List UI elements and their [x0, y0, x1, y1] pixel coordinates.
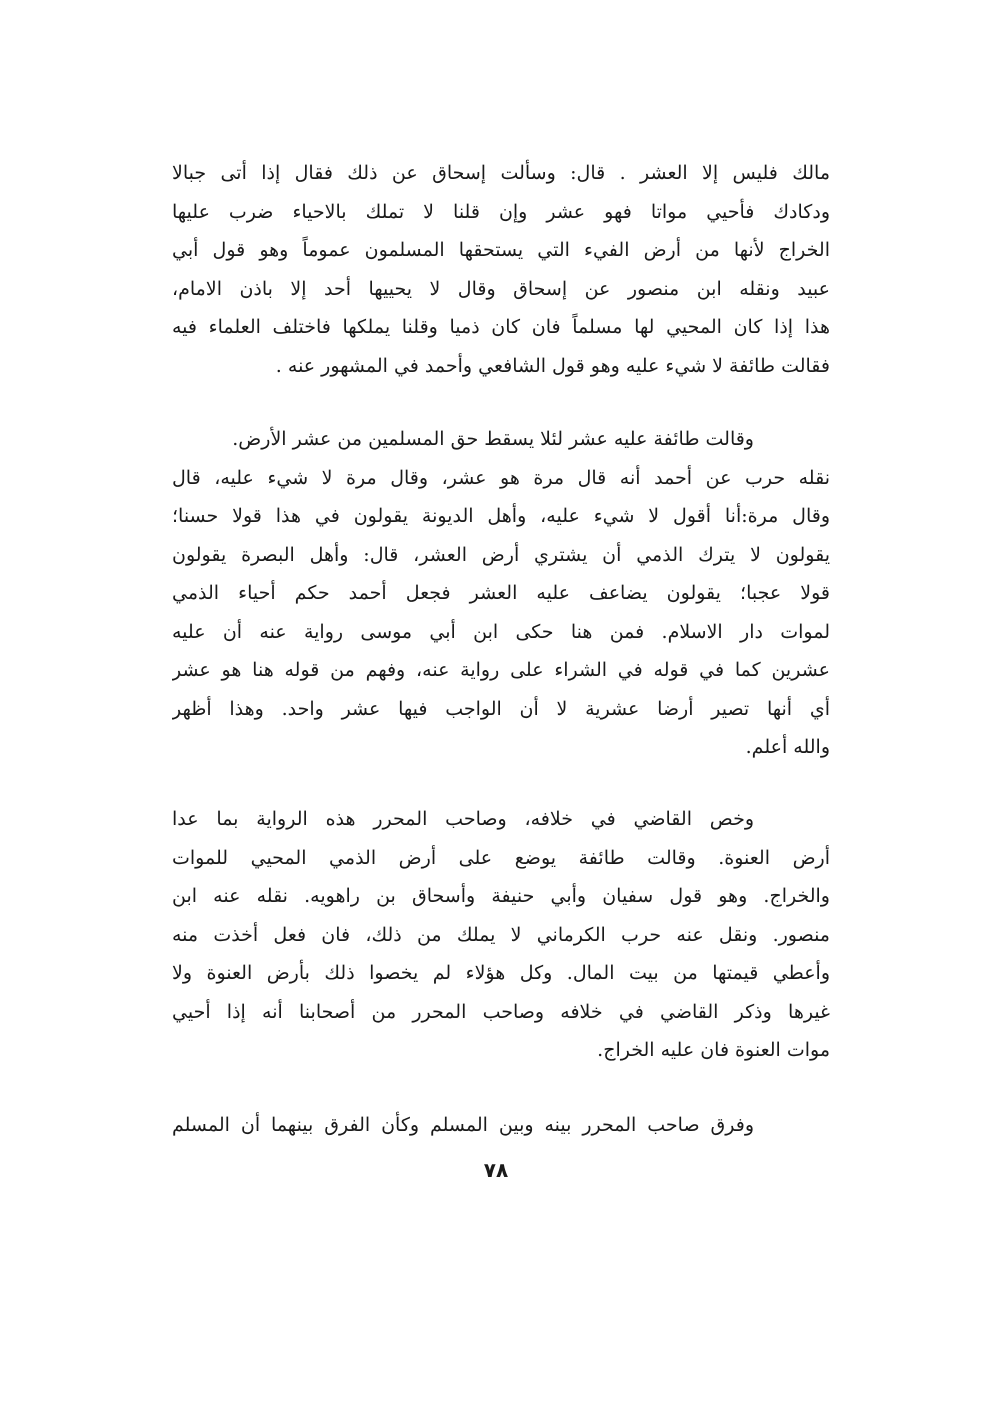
text-line: لموات دار الاسلام. فمن هنا حكى ابن أبي موسى رواية عنه أن عليه — [172, 620, 830, 643]
text-line: يقولون لا يترك الذمي أن يشتري أرض العشر، قال: وأهل البصرة يقولون — [172, 543, 830, 566]
text-line: والله أعلم. — [745, 736, 830, 758]
text-line: والخراج. وهو قول سفيان وأبي حنيفة وأسحاق بن راهويه. نقله عنه ابن — [172, 885, 830, 907]
text-line: قولا عجبا؛ يقولون يضاعف عليه العشر فجعل أحمد حكم أحياء الذمي — [172, 582, 830, 604]
paragraph-2 — [172, 420, 830, 767]
paragraph-4 — [172, 1106, 830, 1145]
paragraph-1 — [172, 154, 830, 385]
text-line: مالك فليس إلا العشر . قال: وسألت إسحاق عن ذلك فقال إذا أتى جبالا — [172, 162, 830, 184]
text-line: عشرين كما في قوله في الشراء على رواية عنه، وفهم من قوله هنا هو عشر — [172, 659, 830, 681]
text-line: أي أنها تصير أرضا عشرية لا أن الواجب فيها عشر واحد. وهذا أظهر — [172, 697, 830, 720]
text-line: أرض العنوة. وقالت طائفة يوضع على أرض الذمي المحيي للموات — [172, 846, 830, 869]
text-line: الخراج لأنها من أرض الفيء التي يستحقها المسلمون عموماً وهو قول أبي — [172, 239, 830, 261]
text-line: فقالت طائفة لا شيء عليه وهو قول الشافعي وأحمد في المشهور عنه . — [275, 354, 830, 377]
text-line: وأعطي قيمتها من بيت المال. وكل هؤلاء لم يخصوا ذلك بأرض العنوة ولا — [172, 962, 830, 984]
paragraph-3 — [172, 800, 830, 1070]
text-line: وخص القاضي في خلافه، وصاحب المحرر هذه الرواية بما عدا — [172, 808, 754, 830]
text-line: هذا إذا كان المحيي لها مسلماً فان كان ذميا وقلنا يملكها فاختلف العلماء فيه — [172, 316, 830, 338]
text-line: موات العنوة فان عليه الخراج. — [597, 1039, 830, 1061]
text-line: عبيد ونقله ابن منصور عن إسحاق وقال لا يحييها أحد إلا باذن الامام، — [172, 277, 830, 300]
text-line: منصور. ونقل عنه حرب الكرماني لا يملك من ذلك، فان فعل أخذت منه — [172, 923, 830, 946]
text-line: وقالت طائفة عليه عشر لئلا يسقط حق المسلمين من عشر الأرض. — [232, 428, 754, 450]
text-line: نقله حرب عن أحمد أنه قال مرة هو عشر، وقال مرة لا شيء عليه، قال — [172, 466, 830, 489]
page-number: ٧٨ — [483, 1158, 509, 1182]
text-line: ودكادك فأحيي مواتا فهو عشر وإن قلنا لا تملك بالاحياء ضرب عليها — [172, 200, 830, 223]
text-line: وفرق صاحب المحرر بينه وبين المسلم وكأن الفرق بينهما أن المسلم — [172, 1114, 754, 1136]
text-line: غيرها وذكر القاضي في خلافه وصاحب المحرر من أصحابنا أنه إذا أحيي — [172, 1000, 830, 1023]
text-line: وقال مرة:أنا أقول لا شيء عليه، وأهل الديونة يقولون في هذا قولا حسنا؛ — [172, 505, 830, 527]
